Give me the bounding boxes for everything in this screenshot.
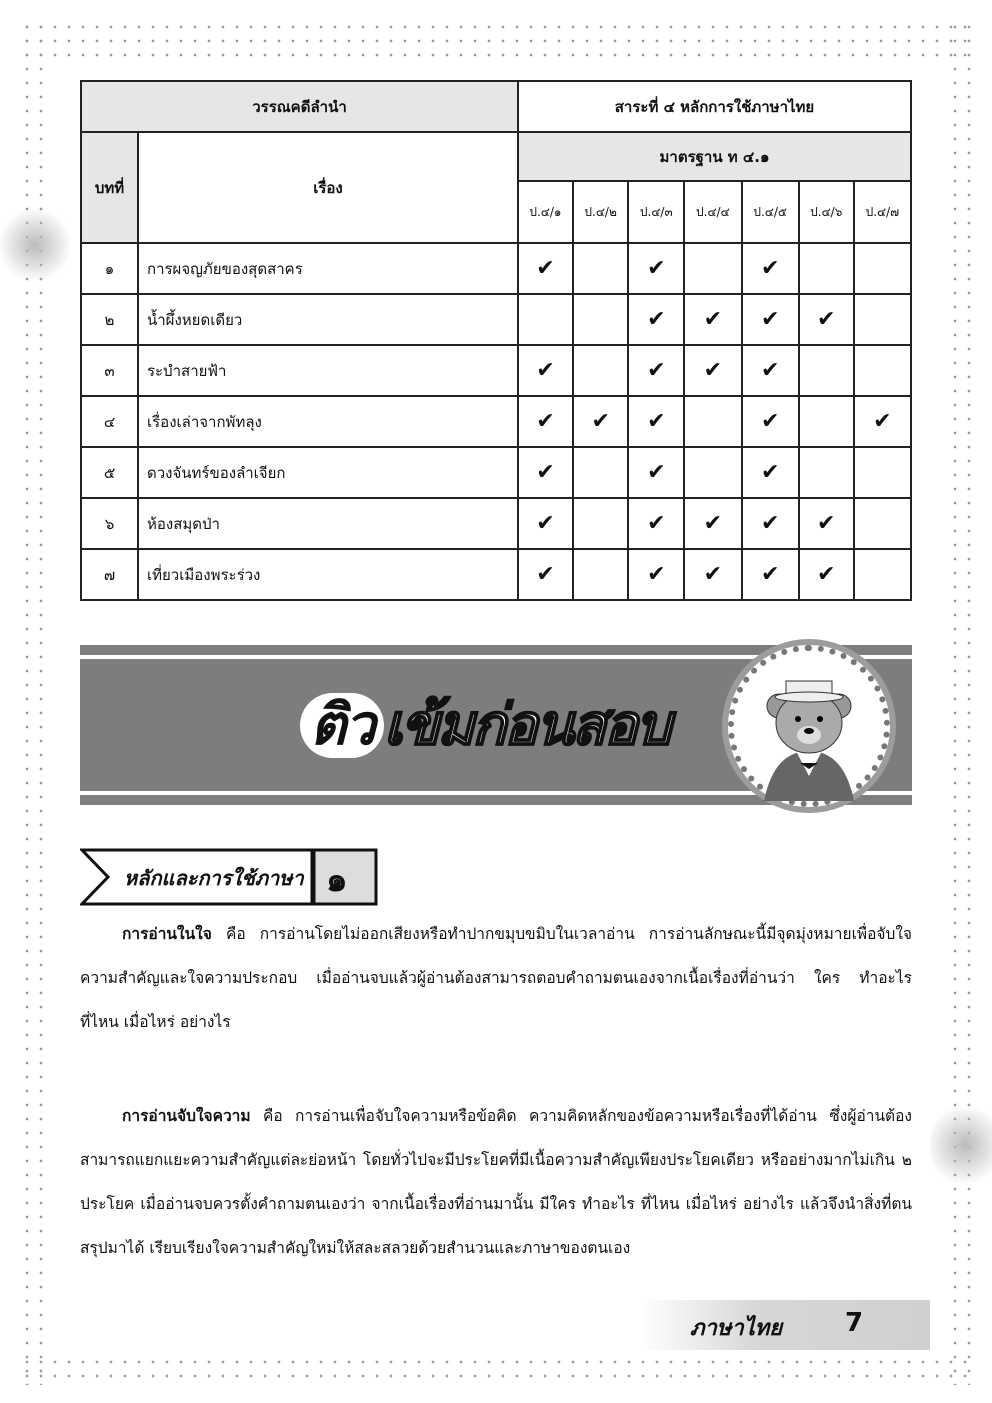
- section-label: [80, 848, 378, 906]
- header-standard: มาตรฐาน ท ๔.๑: [518, 132, 911, 181]
- empty-cell: [854, 498, 911, 549]
- paragraph-main-idea-reading: [80, 1094, 912, 1270]
- table-row: [81, 549, 911, 600]
- checkmark-icon: ✔: [799, 549, 854, 600]
- checkmark-icon: ✔: [799, 498, 854, 549]
- indicator-header: ป.๔/๓: [628, 181, 684, 243]
- indicator-header: ป.๔/๑: [518, 181, 573, 243]
- empty-cell: [854, 294, 911, 345]
- story-title: น้ำผึ้งหยดเดียว: [138, 294, 518, 345]
- dot-border-top: [20, 20, 975, 60]
- header-title: เรื่อง: [138, 132, 518, 243]
- empty-cell: [854, 447, 911, 498]
- story-title: ห้องสมุดป่า: [138, 498, 518, 549]
- checkmark-icon: ✔: [742, 498, 799, 549]
- indicator-header: ป.๔/๒: [573, 181, 628, 243]
- checkmark-icon: ✔: [742, 549, 799, 600]
- checkmark-icon: ✔: [628, 447, 684, 498]
- curriculum-standards-table: [80, 80, 912, 601]
- checkmark-icon: ✔: [518, 549, 573, 600]
- checkmark-icon: ✔: [742, 447, 799, 498]
- table-row: [81, 243, 911, 294]
- empty-cell: [573, 243, 628, 294]
- empty-cell: [573, 549, 628, 600]
- checkmark-icon: ✔: [518, 396, 573, 447]
- chapter-number: ๒: [81, 294, 138, 345]
- tutor-banner: [80, 645, 912, 805]
- bear-mascot-icon: [728, 645, 890, 807]
- checkmark-icon: ✔: [628, 345, 684, 396]
- banner-title-big: ติว: [300, 693, 384, 758]
- story-title: ระบำสายฟ้า: [138, 345, 518, 396]
- indicator-header: ป.๔/๖: [799, 181, 854, 243]
- empty-cell: [573, 345, 628, 396]
- definition: คือ การอ่านเพื่อจับใจความหรือข้อคิด ความคิดหลักของข้อความหรือเรื่องที่ได้อ่าน ซึ่งผู้อ่านต้องสามารถแยกแยะความสำคัญแต่ละย่อหน้า โดยทั่วไปจะมีประโยคที่มีเนื้อความสำคัญเพียงประโยคเดียว หรืออย่างมากไม่เกิน ๒ ประโยค เมื่ออ่านจบควรตั้งคำถามตนเองว่า จากเนื้อเรื่องที่อ่านมานั้น มีใคร ทำอะไร ที่ไหน เมื่อไหร่ อย่างไร แล้วจึงนำสิ่งที่ตนสรุปมาได้ เรียบเรียงใจความสำคัญใหม่ให้สละสลวยด้วยสำนวนและภาษาของตนเอง: [80, 1107, 912, 1257]
- page-footer: [640, 1300, 930, 1350]
- checkmark-icon: ✔: [854, 396, 911, 447]
- header-chapter: บทที่: [81, 132, 138, 243]
- term: การอ่านจับใจความ: [122, 1107, 251, 1125]
- table-row: [81, 294, 911, 345]
- checkmark-icon: ✔: [799, 294, 854, 345]
- section-number: ๑: [326, 860, 348, 900]
- table-row: [81, 498, 911, 549]
- empty-cell: [799, 396, 854, 447]
- checkmark-icon: ✔: [684, 549, 741, 600]
- story-title: เที่ยวเมืองพระร่วง: [138, 549, 518, 600]
- indicator-header: ป.๔/๔: [684, 181, 741, 243]
- banner-title: [300, 680, 669, 769]
- header-strand: สาระที่ ๔ หลักการใช้ภาษาไทย: [518, 81, 911, 132]
- empty-cell: [684, 447, 741, 498]
- checkmark-icon: ✔: [628, 498, 684, 549]
- empty-cell: [854, 549, 911, 600]
- empty-cell: [573, 447, 628, 498]
- chapter-number: ๑: [81, 243, 138, 294]
- checkmark-icon: ✔: [628, 549, 684, 600]
- story-title: การผจญภัยของสุดสาคร: [138, 243, 518, 294]
- checkmark-icon: ✔: [573, 396, 628, 447]
- chapter-number: ๖: [81, 498, 138, 549]
- table-row: [81, 396, 911, 447]
- story-title: ดวงจันทร์ของลำเจียก: [138, 447, 518, 498]
- checkmark-icon: ✔: [742, 294, 799, 345]
- chapter-number: ๔: [81, 396, 138, 447]
- table-row: [81, 447, 911, 498]
- checkmark-icon: ✔: [518, 345, 573, 396]
- checkmark-icon: ✔: [742, 243, 799, 294]
- checkmark-icon: ✔: [684, 345, 741, 396]
- term: การอ่านในใจ: [122, 925, 212, 943]
- subject-name: ภาษาไทย: [690, 1316, 783, 1341]
- checkmark-icon: ✔: [628, 243, 684, 294]
- empty-cell: [799, 447, 854, 498]
- indicator-header: ป.๔/๗: [854, 181, 911, 243]
- checkmark-icon: ✔: [684, 498, 741, 549]
- checkmark-icon: ✔: [742, 396, 799, 447]
- banner-title-rest: เข้มก่อนสอบ: [383, 693, 670, 758]
- empty-cell: [799, 345, 854, 396]
- checkmark-icon: ✔: [518, 498, 573, 549]
- checkmark-icon: ✔: [518, 243, 573, 294]
- story-title: เรื่องเล่าจากพัทลุง: [138, 396, 518, 447]
- chapter-number: ๗: [81, 549, 138, 600]
- page-shadow: [0, 205, 70, 285]
- chapter-number: ๕: [81, 447, 138, 498]
- paragraph-silent-reading: [80, 912, 912, 1044]
- indicator-header: ป.๔/๕: [742, 181, 799, 243]
- checkmark-icon: ✔: [684, 294, 741, 345]
- empty-cell: [854, 345, 911, 396]
- header-literature: วรรณคดีลำนำ: [81, 81, 518, 132]
- checkmark-icon: ✔: [742, 345, 799, 396]
- table-row: [81, 345, 911, 396]
- chapter-number: ๓: [81, 345, 138, 396]
- section-label-text: หลักและการใช้ภาษา: [124, 866, 304, 890]
- empty-cell: [854, 243, 911, 294]
- page-shadow: [930, 1100, 992, 1190]
- empty-cell: [684, 243, 741, 294]
- empty-cell: [799, 243, 854, 294]
- checkmark-icon: ✔: [518, 447, 573, 498]
- empty-cell: [573, 498, 628, 549]
- definition: คือ การอ่านโดยไม่ออกเสียงหรือทำปากขมุบขมิบในเวลาอ่าน การอ่านลักษณะนี้มีจุดมุ่งหมายเพื่อจับใจความสำคัญและใจความประกอบ เมื่ออ่านจบแล้วผู้อ่านต้องสามารถตอบคำถามตนเองจากเนื้อเรื่องที่อ่านว่า ใคร ทำอะไร ที่ไหน เมื่อไหร่ อย่างไร: [80, 925, 912, 1031]
- empty-cell: [573, 294, 628, 345]
- page-number: 7: [845, 1308, 864, 1338]
- dot-border-bottom: [20, 1355, 975, 1385]
- checkmark-icon: ✔: [628, 294, 684, 345]
- empty-cell: [518, 294, 573, 345]
- checkmark-icon: ✔: [628, 396, 684, 447]
- empty-cell: [684, 396, 741, 447]
